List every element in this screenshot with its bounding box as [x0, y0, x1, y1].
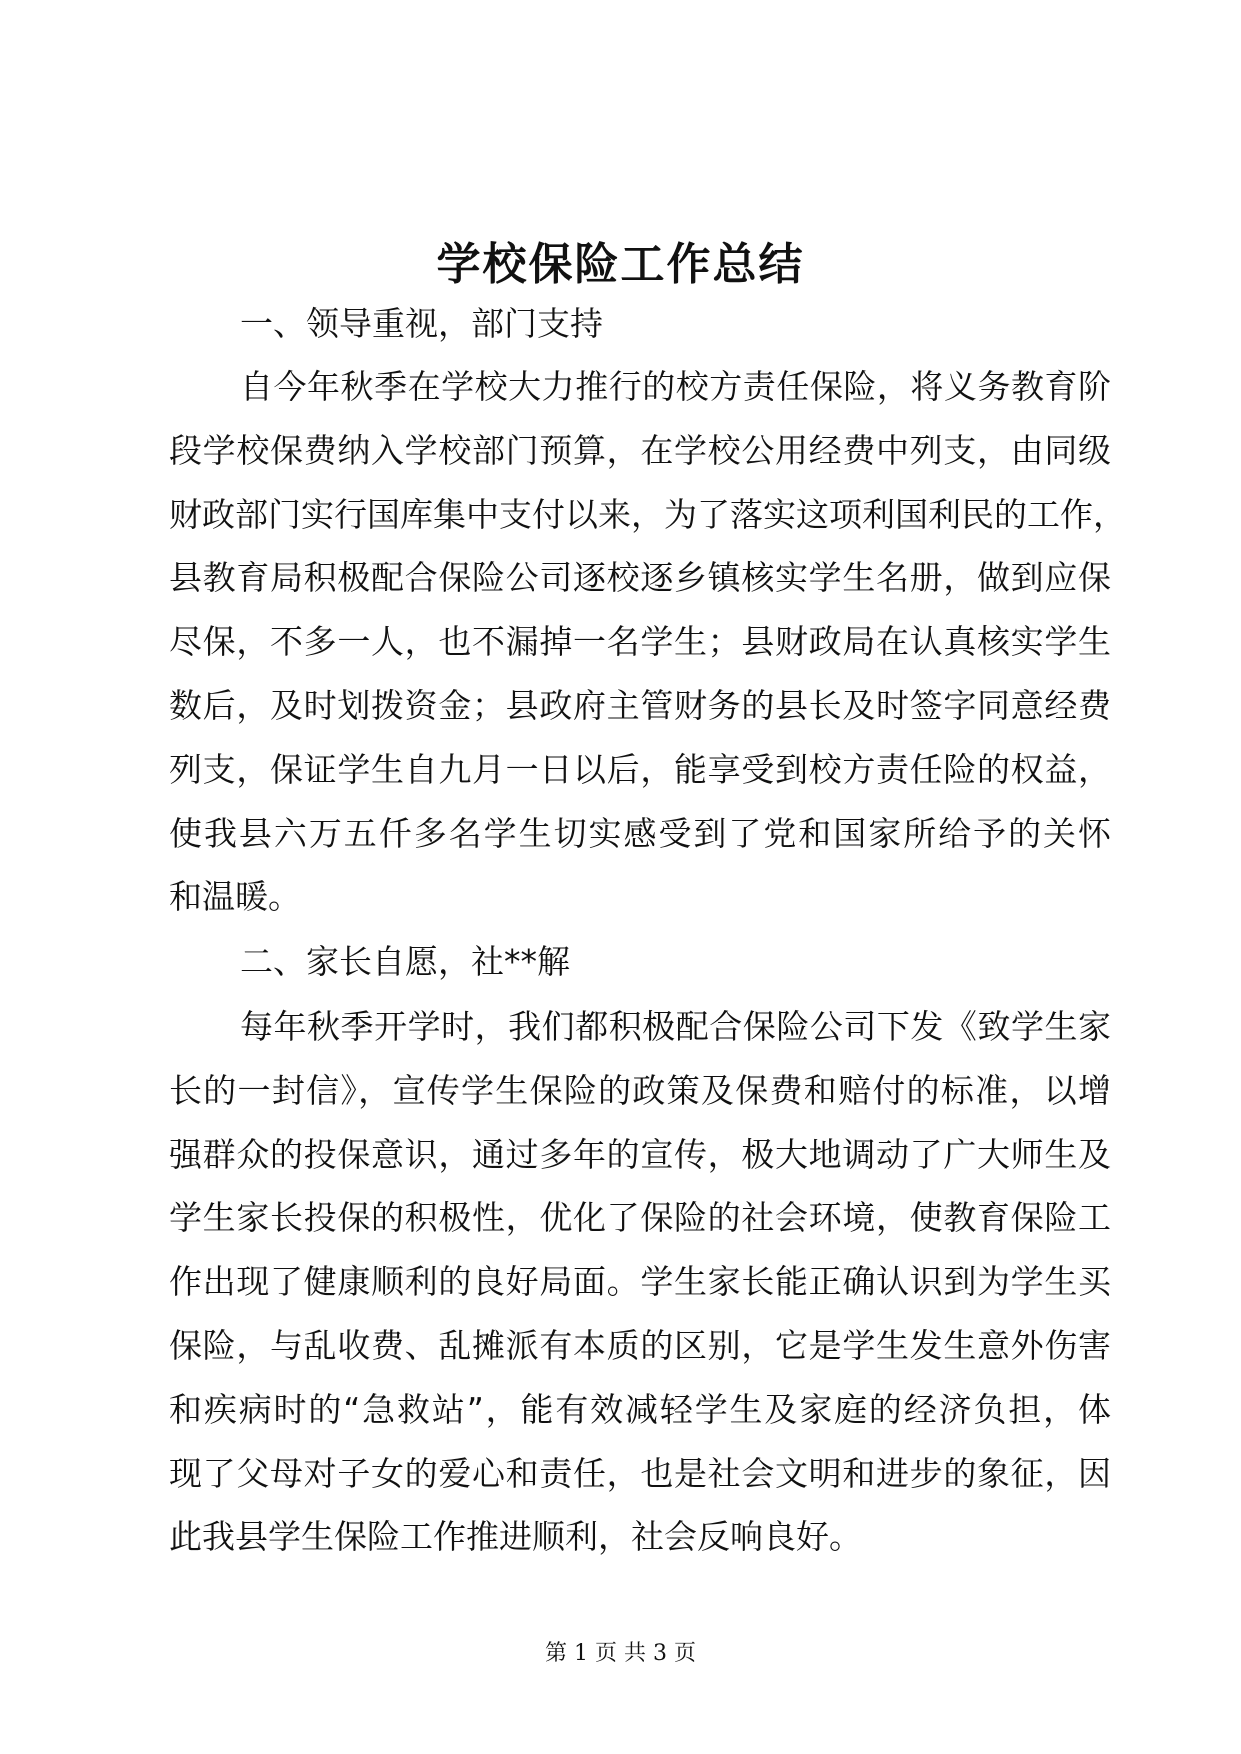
paragraph-line: 财政部门实行国库集中支付以来，为了落实这项利国利民的工作， [169, 494, 1126, 534]
document-title: 学校保险工作总结 [436, 239, 805, 290]
paragraph-line: 作出现了健康顺利的良好局面。学生家长能正确认识到为学生买 [169, 1262, 1111, 1302]
paragraph-line: 保险，与乱收费、乱摊派有本质的区别，它是学生发生意外伤害 [169, 1326, 1111, 1365]
paragraph-line: 现了父母对子女的爱心和责任，也是社会文明和进步的象征，因 [169, 1453, 1111, 1493]
paragraph-line: 数后，及时划拨资金；县政府主管财务的县长及时签字同意经费 [169, 686, 1111, 725]
page-footer: 第 1 页 共 3 页 [545, 1641, 696, 1666]
paragraph-line: 段学校保费纳入学校部门预算，在学校公用经费中列支，由同级 [169, 430, 1111, 470]
paragraph-line: 强群众的投保意识，通过多年的宣传，极大地调动了广大师生及 [169, 1134, 1111, 1174]
paragraph-line: 此我县学生保险工作推进顺利，社会反响良好。 [169, 1517, 862, 1557]
paragraph-line: 使我县六万五仟多名学生切实感受到了党和国家所给予的关怀 [169, 813, 1111, 853]
paragraph-line: 长的一封信》，宣传学生保险的政策及保费和赔付的标准，以增 [169, 1070, 1111, 1110]
section-heading: 二、家长自愿，社**解 [240, 942, 570, 981]
section-heading: 一、领导重视，部门支持 [240, 304, 603, 343]
paragraph-line: 县教育局积极配合保险公司逐校逐乡镇核实学生名册，做到应保 [169, 558, 1111, 598]
paragraph-line: 每年秋季开学时，我们都积极配合保险公司下发《致学生家 [240, 1007, 1111, 1046]
paragraph-line: 自今年秋季在学校大力推行的校方责任保险，将义务教育阶 [240, 367, 1111, 406]
paragraph-line: 学生家长投保的积极性，优化了保险的社会环境，使教育保险工 [169, 1198, 1111, 1238]
paragraph-line: 和疾病时的“急救站”，能有效减轻学生及家庭的经济负担，体 [169, 1389, 1111, 1429]
paragraph-line: 列支，保证学生自九月一日以后，能享受到校方责任险的权益， [169, 749, 1111, 789]
paragraph-line: 尽保，不多一人，也不漏掉一名学生；县财政局在认真核实学生 [169, 622, 1111, 662]
paragraph-line: 和温暖。 [169, 877, 301, 917]
